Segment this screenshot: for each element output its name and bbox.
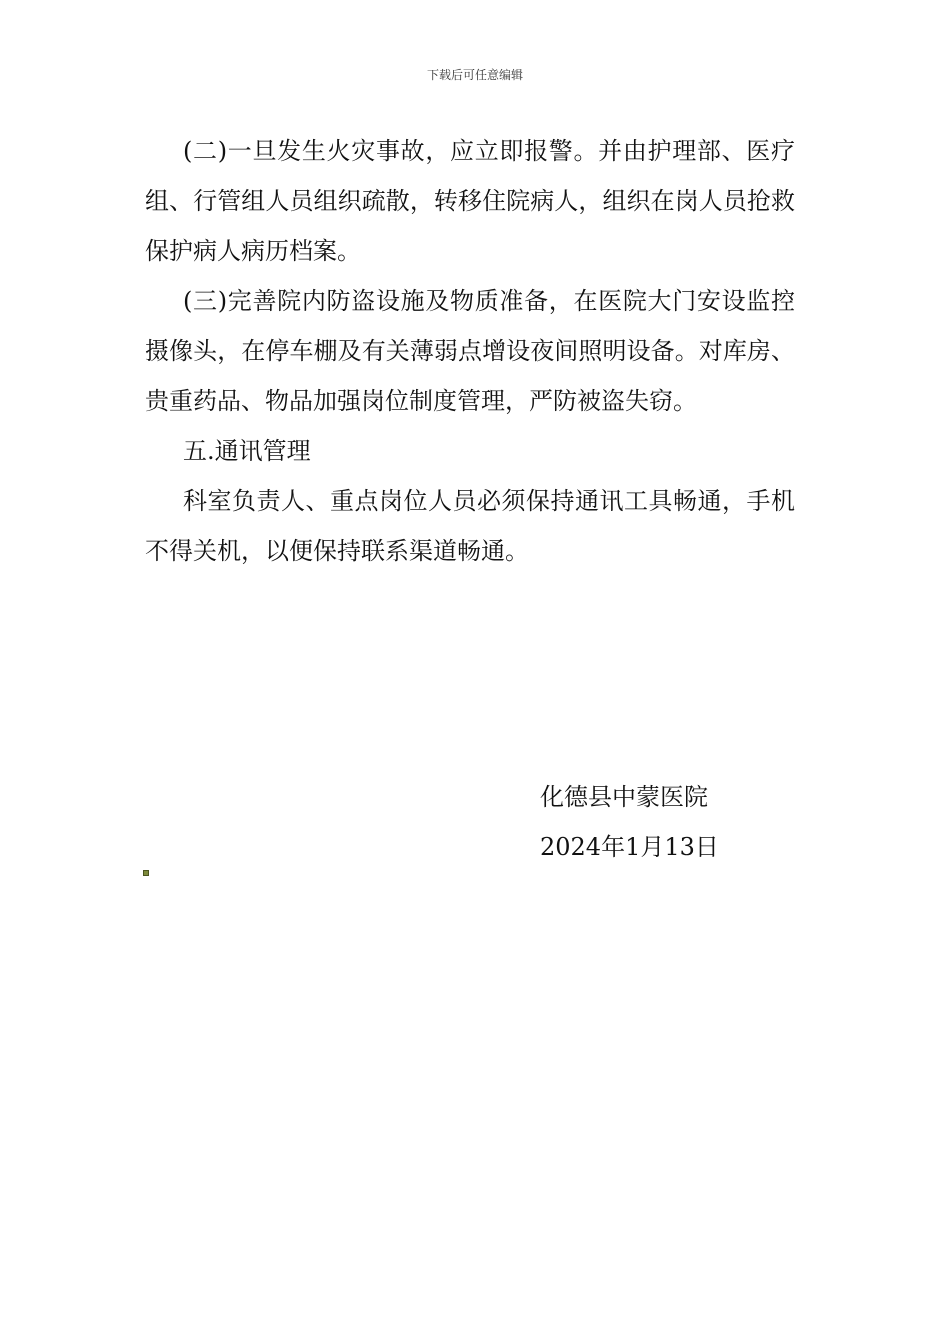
header-note: 下载后可任意编辑 [426, 68, 523, 82]
document-body [145, 126, 795, 576]
paragraph-theft-prevention: (三)完善院内防盗设施及物质准备，在医院大门安设监控摄像头，在停车棚及有关薄弱点增设夜间照明设备。对库房、贵重药品、物品加强岗位制度管理，严防被盗失窃。 [145, 287, 795, 415]
small-marker-icon [143, 870, 149, 876]
signature-date: 2024年1月13日 [540, 833, 719, 861]
section-heading-communication: 五.通讯管理 [183, 437, 311, 465]
signature-organization: 化德县中蒙医院 [540, 783, 708, 811]
paragraph-fire-response: (二)一旦发生火灾事故，应立即报警。并由护理部、医疗组、行管组人员组织疏散，转移住院病人，组织在岗人员抢救保护病人病历档案。 [145, 137, 795, 265]
paragraph-communication: 科室负责人、重点岗位人员必须保持通讯工具畅通，手机不得关机，以便保持联系渠道畅通。 [145, 487, 795, 565]
signature-block [540, 772, 719, 872]
